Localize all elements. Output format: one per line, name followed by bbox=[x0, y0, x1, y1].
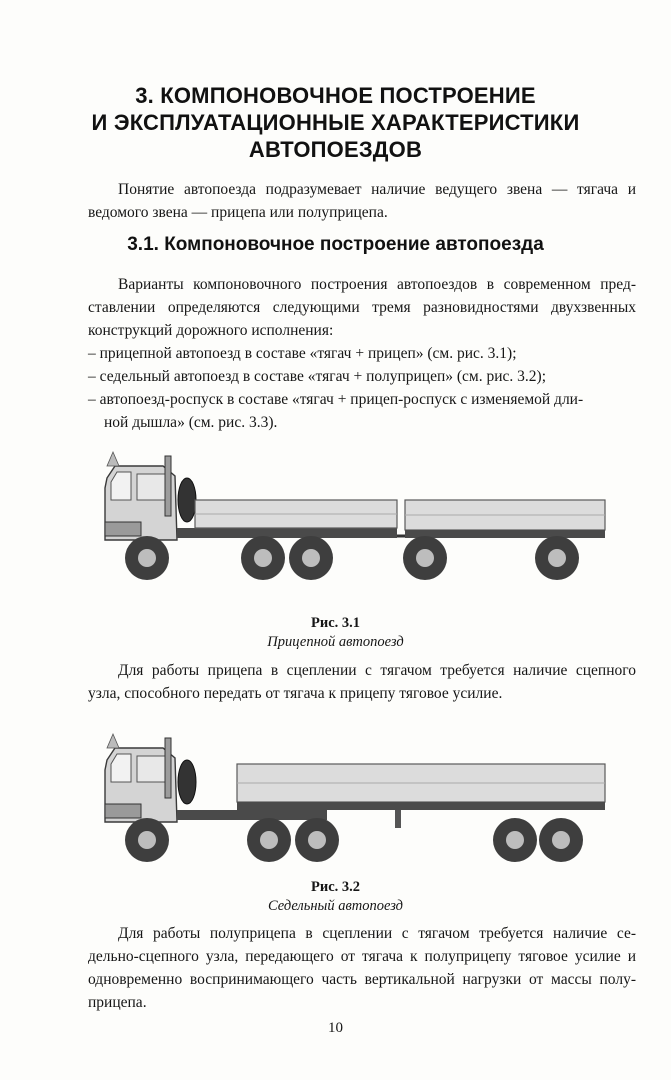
variants-line-2: ставлении определяются следующими тремя разновидностями двухзвенных bbox=[88, 299, 636, 316]
list-item-trailer: – прицепной автопоезд в составе «тягач + прицеп» (см. рис. 3.1); bbox=[88, 345, 517, 362]
figure-number: Рис. 3.2 bbox=[310, 879, 361, 895]
semitrailer-coupling-paragraph bbox=[88, 922, 636, 1014]
drawbar-trailer-illustration bbox=[397, 500, 605, 580]
figure-title: Седельный автопоезд bbox=[267, 898, 404, 914]
figure-caption-3-1 bbox=[60, 614, 611, 652]
trailer-line-2: узла, способного передать от тягача к прицепу тяговое усилие. bbox=[88, 685, 503, 702]
page-number: 10 bbox=[328, 1020, 343, 1036]
semitrailer-line-3: одновременно воспринимающего часть вертикальной нагрузки от массы полу- bbox=[88, 971, 636, 988]
figure-semitrailer-roadtrain bbox=[95, 730, 615, 870]
figure-trailer-roadtrain bbox=[95, 448, 615, 588]
variants-line-3: конструкций дорожного исполнения: bbox=[88, 322, 334, 339]
truck-tractor-illustration bbox=[105, 452, 397, 580]
list-item-semitrailer: – седельный автопоезд в составе «тягач + полуприцеп» (см. рис. 3.2); bbox=[88, 368, 546, 385]
chapter-title bbox=[60, 82, 611, 163]
chapter-title-line-3: АВТОПОЕЗДОВ bbox=[248, 137, 423, 162]
semitrailer-line-1: Для работы полуприцепа в сцеплении с тягачом требуется наличие се- bbox=[118, 925, 636, 942]
chapter-title-line-1: 3. КОМПОНОВОЧНОЕ ПОСТРОЕНИЕ bbox=[135, 83, 536, 108]
figure-caption-3-2 bbox=[60, 878, 611, 916]
list-item-timber: – автопоезд-роспуск в составе «тягач + прицеп-роспуск с изменяемой дли- bbox=[88, 391, 584, 408]
figure-title: Прицепной автопоезд bbox=[267, 634, 404, 650]
variants-line-1: Варианты компоновочного построения автопоездов в современном пред- bbox=[118, 276, 636, 293]
intro-line-1: Понятие автопоезда подразумевает наличие ведущего звена — тягача и bbox=[118, 181, 636, 198]
trailer-coupling-paragraph bbox=[88, 659, 636, 705]
semitrailer-line-4: прицепа. bbox=[88, 994, 147, 1011]
variants-list bbox=[88, 342, 636, 434]
intro-line-2: ведомого звена — прицепа или полуприцепа. bbox=[88, 204, 388, 221]
trailer-line-1: Для работы прицепа в сцеплении с тягачом требуется наличие сцепного bbox=[118, 662, 636, 679]
semitrailer-line-2: дельно-сцепного узла, передающего от тягача к полуприцепу тяговое усилие и bbox=[88, 948, 636, 965]
chapter-title-line-2: И ЭКСПЛУАТАЦИОННЫЕ ХАРАКТЕРИСТИКИ bbox=[91, 110, 580, 135]
figure-number: Рис. 3.1 bbox=[310, 615, 361, 631]
intro-paragraph bbox=[88, 178, 636, 224]
section-title: 3.1. Компоновочное построение автопоезда bbox=[127, 234, 544, 255]
list-item-timber-continued: ной дышла» (см. рис. 3.3). bbox=[104, 414, 278, 431]
variants-paragraph bbox=[88, 273, 636, 342]
